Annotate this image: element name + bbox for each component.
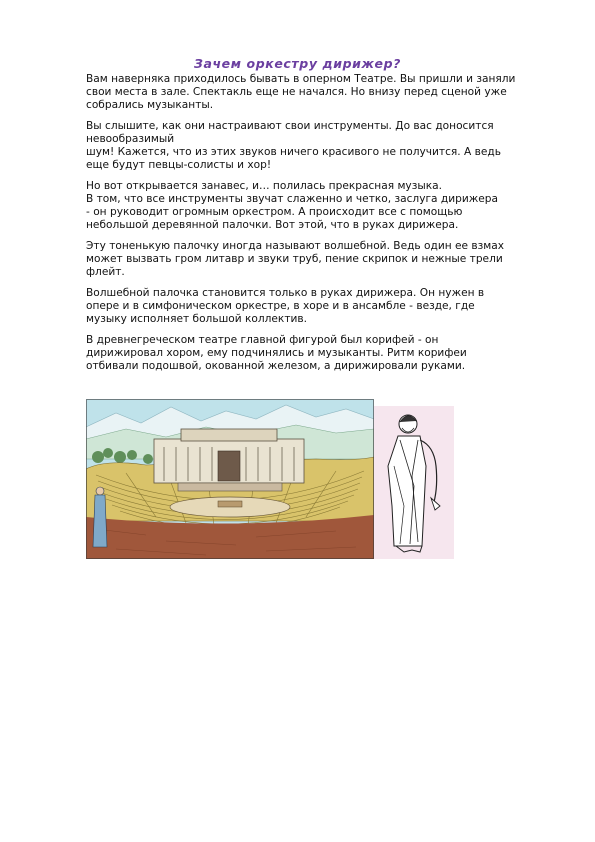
paragraph-line: - он руководит огромным оркестром. А происходит все с помощью	[86, 206, 463, 218]
greek-coryphaeus-figure-illustration	[374, 406, 454, 559]
paragraph-line: может вызвать гром литавр и звуки труб, пение скрипок и нежные трели	[86, 253, 503, 265]
illustration-area	[86, 399, 456, 559]
paragraph-line: невообразимый	[86, 133, 175, 145]
paragraph-line: Вам наверняка приходилось бывать в оперном Театре. Вы пришли и заняли	[86, 73, 516, 85]
paragraph	[86, 240, 548, 279]
paragraph-line: еще будут певцы-солисты и хор!	[86, 159, 272, 171]
paragraph	[86, 73, 548, 112]
paragraph-line: свои места в зале. Спектакль еще не начался. Но внизу перед сценой уже	[86, 86, 507, 98]
paragraph-line: В древнегреческом театре главной фигурой был корифей - он	[86, 334, 439, 346]
paragraph-line: дирижировал хором, ему подчинялись и музыканты. Ритм корифеи	[86, 347, 467, 359]
paragraph-line: Волшебной палочка становится только в руках дирижера. Он нужен в	[86, 287, 485, 299]
paragraph	[86, 120, 548, 172]
paragraph-line: Вы слышите, как они настраивают свои инструменты. До вас доносится	[86, 120, 494, 132]
paragraph-line: Эту тоненькую палочку иногда называют волшебной. Ведь один ее взмах	[86, 240, 505, 252]
paragraph-line: В том, что все инструменты звучат слаженно и четко, заслуга дирижера	[86, 193, 498, 205]
paragraph-line: небольшой деревянной палочки. Вот этой, что в руках дирижера.	[86, 219, 459, 231]
page-title: Зачем оркестру дирижер?	[193, 56, 402, 71]
paragraph-line: Но вот открывается занавес, и… полилась прекрасная музыка.	[86, 180, 442, 192]
paragraph-line: собрались музыканты.	[86, 99, 214, 111]
paragraph	[86, 180, 548, 232]
paragraph-line: шум! Кажется, что из этих звуков ничего красивого не получится. А ведь	[86, 146, 501, 158]
paragraph-line: отбивали подошвой, окованной железом, а дирижировали руками.	[86, 360, 466, 372]
paragraph	[86, 287, 548, 326]
ancient-greek-theatre-illustration	[86, 399, 374, 559]
paragraph	[86, 334, 548, 373]
paragraph-line: музыку исполняет большой коллектив.	[86, 313, 307, 325]
paragraph-line: флейт.	[86, 266, 125, 278]
article-body	[86, 73, 548, 381]
paragraph-line: опере и в симфоническом оркестре, в хоре и в ансамбле - везде, где	[86, 300, 475, 312]
